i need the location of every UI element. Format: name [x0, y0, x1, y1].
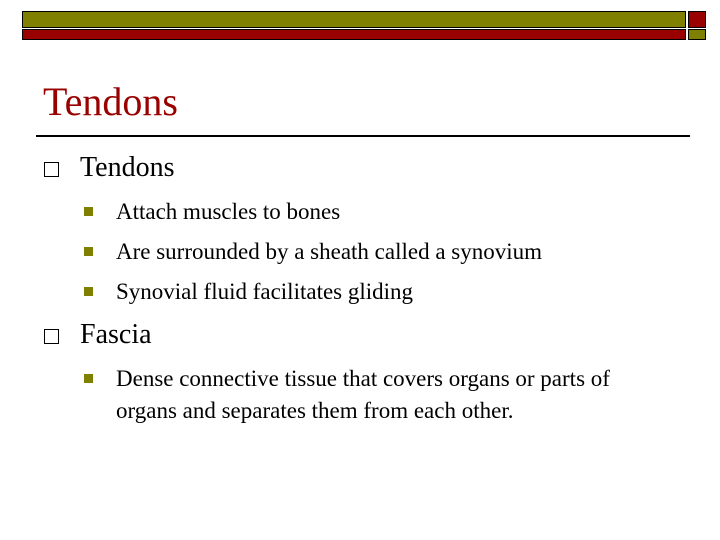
- filled-square-bullet-icon: [84, 207, 93, 216]
- top-red-bar: [22, 29, 686, 40]
- slide-title: Tendons: [43, 79, 178, 124]
- sub-bullet-text: Are surrounded by a sheath called a synovium: [116, 239, 543, 264]
- sub-bullet-text: Synovial fluid facilitates gliding: [116, 279, 414, 304]
- hollow-square-bullet-icon: [44, 329, 59, 344]
- hollow-square-bullet-icon: [44, 162, 59, 177]
- sub-bullet-text: Dense connective tissue that covers organs or parts of organs and separates them from each other.: [116, 366, 610, 423]
- corner-red-box: [688, 11, 706, 28]
- corner-olive-box: [688, 29, 706, 40]
- sub-bullet-text: Attach muscles to bones: [116, 199, 341, 224]
- filled-square-bullet-icon: [84, 374, 93, 383]
- bullet-text: Fascia: [80, 319, 152, 350]
- bullet-text: Tendons: [80, 152, 175, 183]
- title-divider: [36, 135, 690, 137]
- filled-square-bullet-icon: [84, 287, 93, 296]
- top-olive-bar: [22, 11, 686, 28]
- filled-square-bullet-icon: [84, 247, 93, 256]
